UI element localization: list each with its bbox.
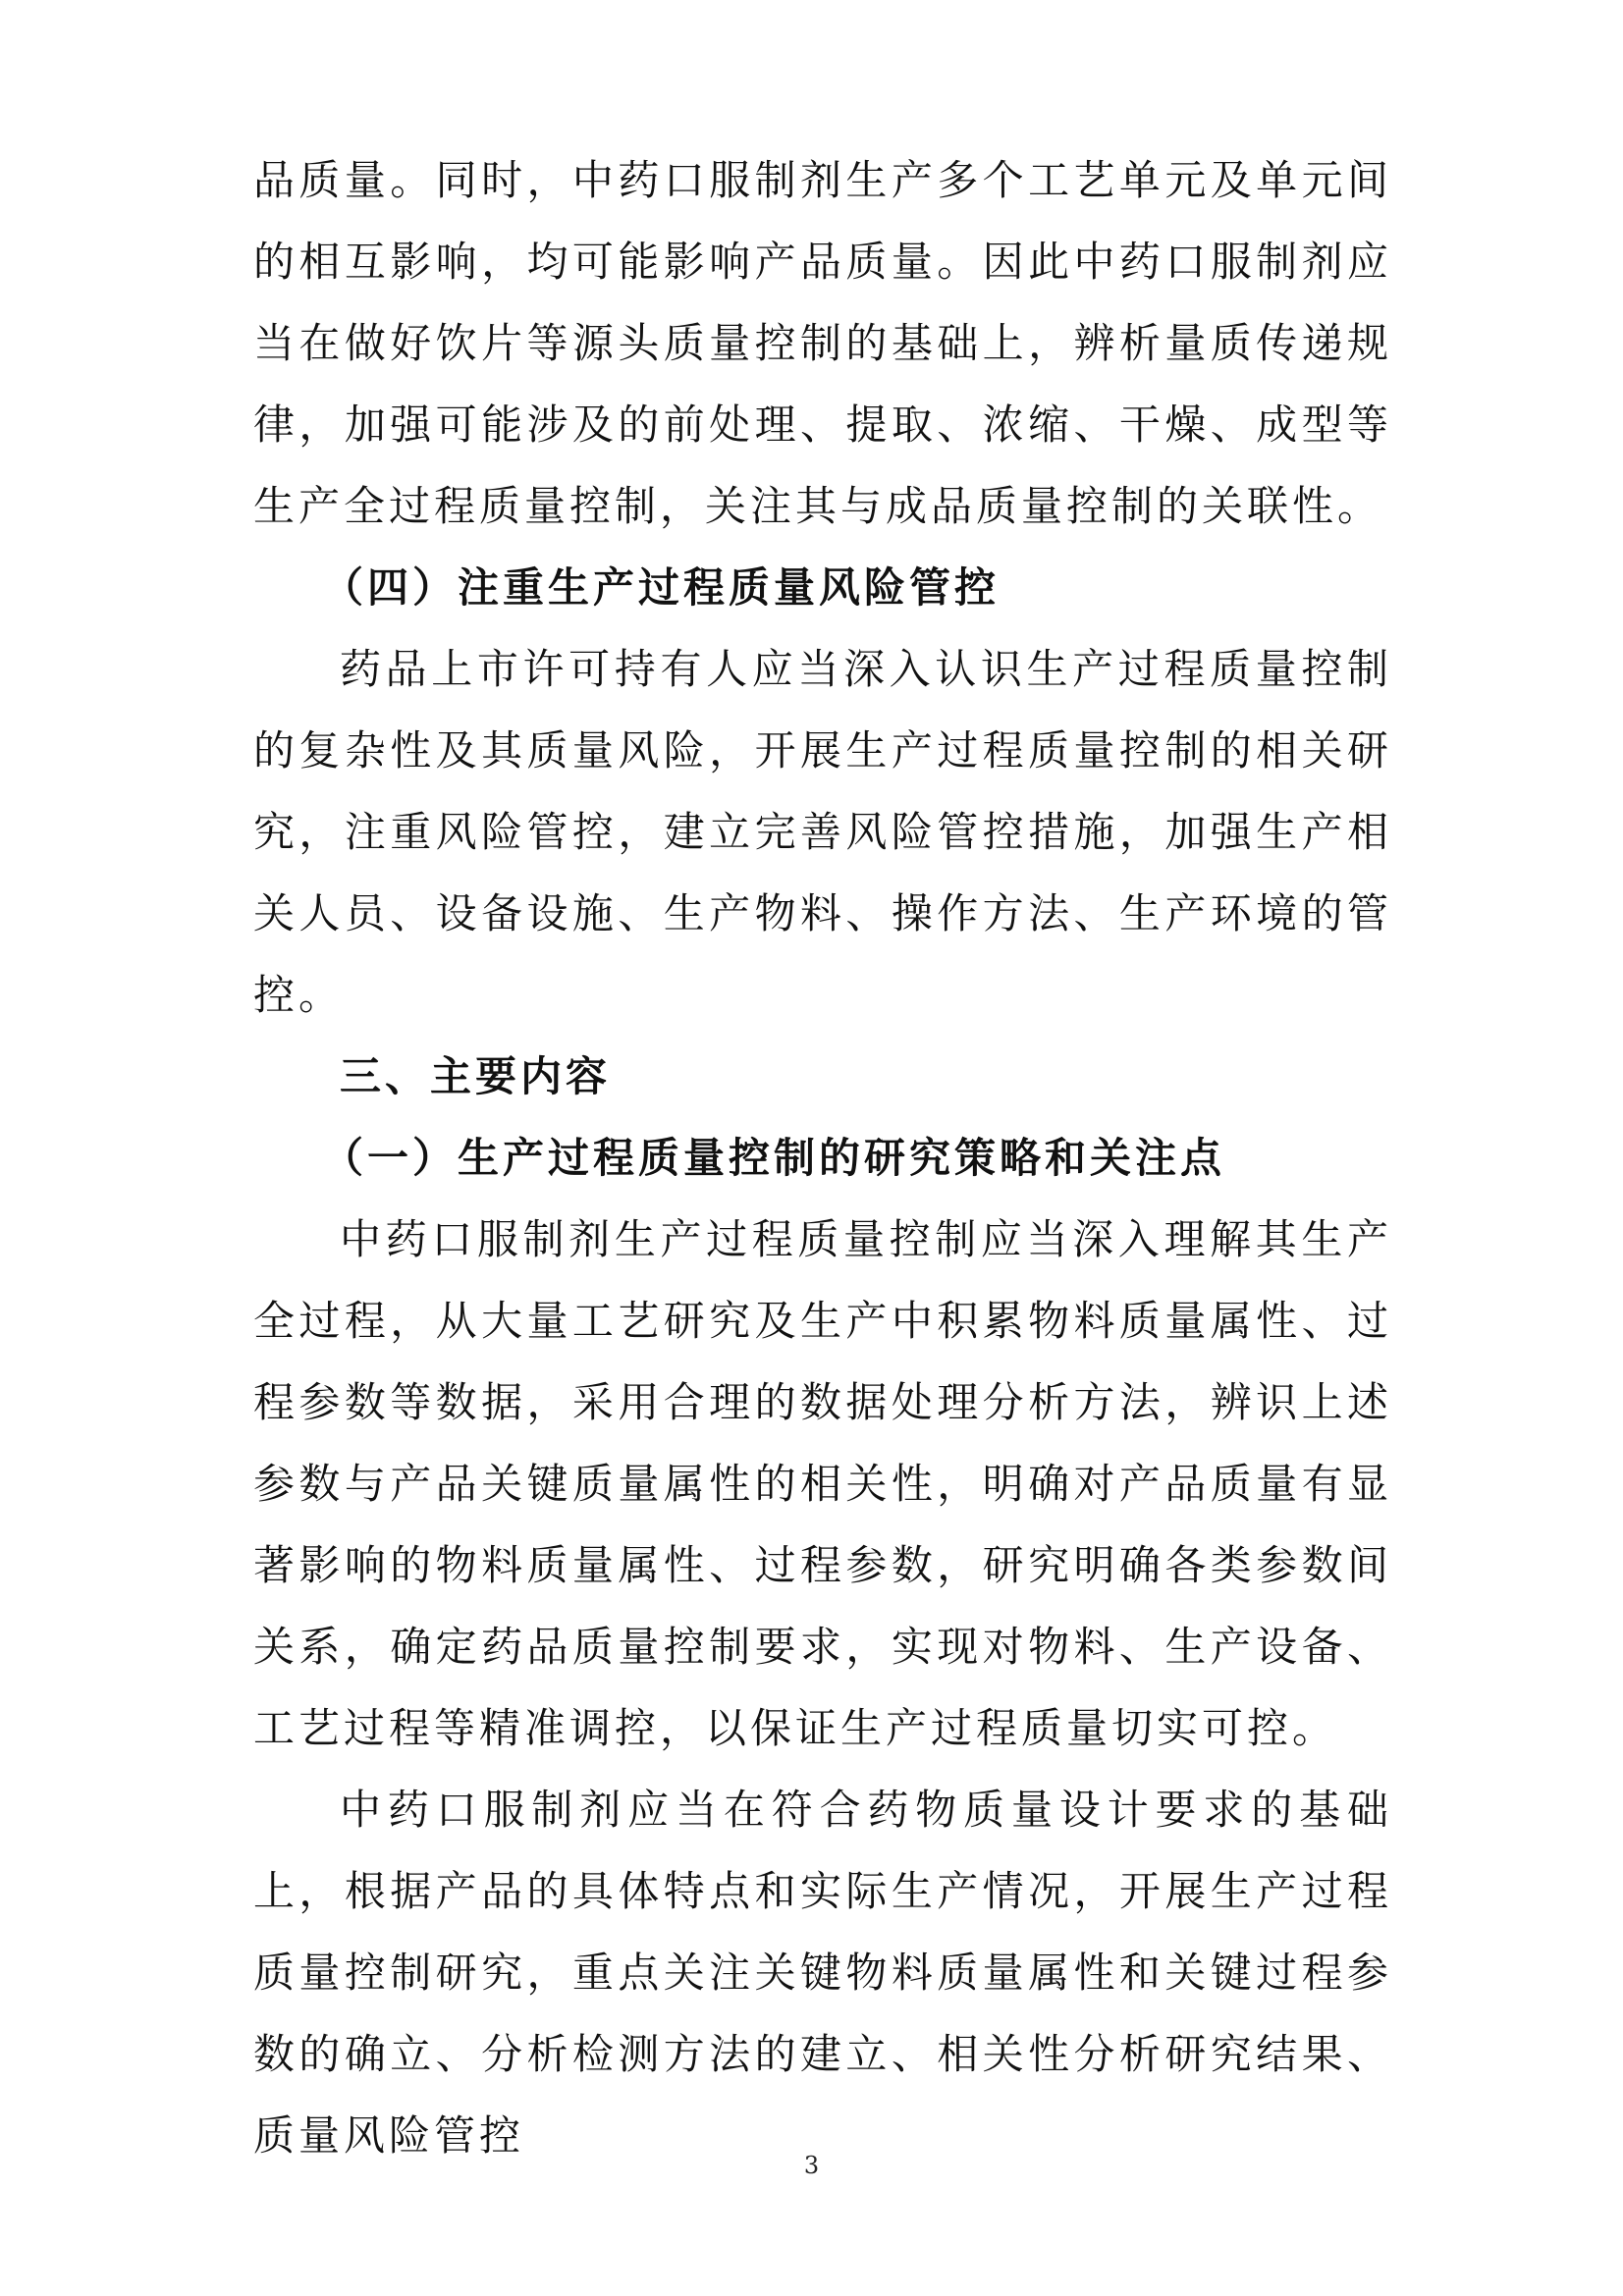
body-paragraph-continued: 品质量。同时，中药口服制剂生产多个工艺单元及单元间的相互影响，均可能影响产品质量。因此中药口服制剂应当在做好饮片等源头质量控制的基础上，辨析量质传递规律，加强可能涉及的前处理、提取、浓缩、干燥、成型等生产全过程质量控制，关注其与成品质量控制的关联性。: [253, 156, 1392, 530]
body-paragraph-risk-control: 药品上市许可持有人应当深入认识生产过程质量控制的复杂性及其质量风险，开展生产过程质量控制的相关研究，注重风险管控，建立完善风险管控措施，加强生产相关人员、设备设施、生产物料、操作方法、生产环境的管控。: [253, 645, 1392, 1019]
section-heading-main-content: 三、主要内容: [340, 1052, 612, 1100]
body-paragraph-quality-design: 中药口服制剂应当在符合药物质量设计要求的基础上，根据产品的具体特点和实际生产情况，开展生产过程质量控制研究，重点关注关键物料质量属性和关键过程参数的确立、分析检测方法的建立、相关性分析研究结果、质量风险管控: [253, 1786, 1392, 2160]
page-number: 3: [803, 2152, 820, 2179]
body-paragraph-research-strategy: 中药口服制剂生产过程质量控制应当深入理解其生产全过程，从大量工艺研究及生产中积累物料质量属性、过程参数等数据，采用合理的数据处理分析方法，辨识上述参数与产品关键质量属性的相关性，明确对产品质量有显著影响的物料质量属性、过程参数，研究明确各类参数间关系，确定药品质量控制要求，实现对物料、生产设备、工艺过程等精准调控，以保证生产过程质量切实可控。: [253, 1215, 1392, 1752]
subheading-risk-control: （四）注重生产过程质量风险管控: [322, 563, 1001, 612]
page-body: [253, 139, 1392, 2176]
subheading-research-strategy: （一）生产过程质量控制的研究策略和关注点: [322, 1134, 1226, 1182]
